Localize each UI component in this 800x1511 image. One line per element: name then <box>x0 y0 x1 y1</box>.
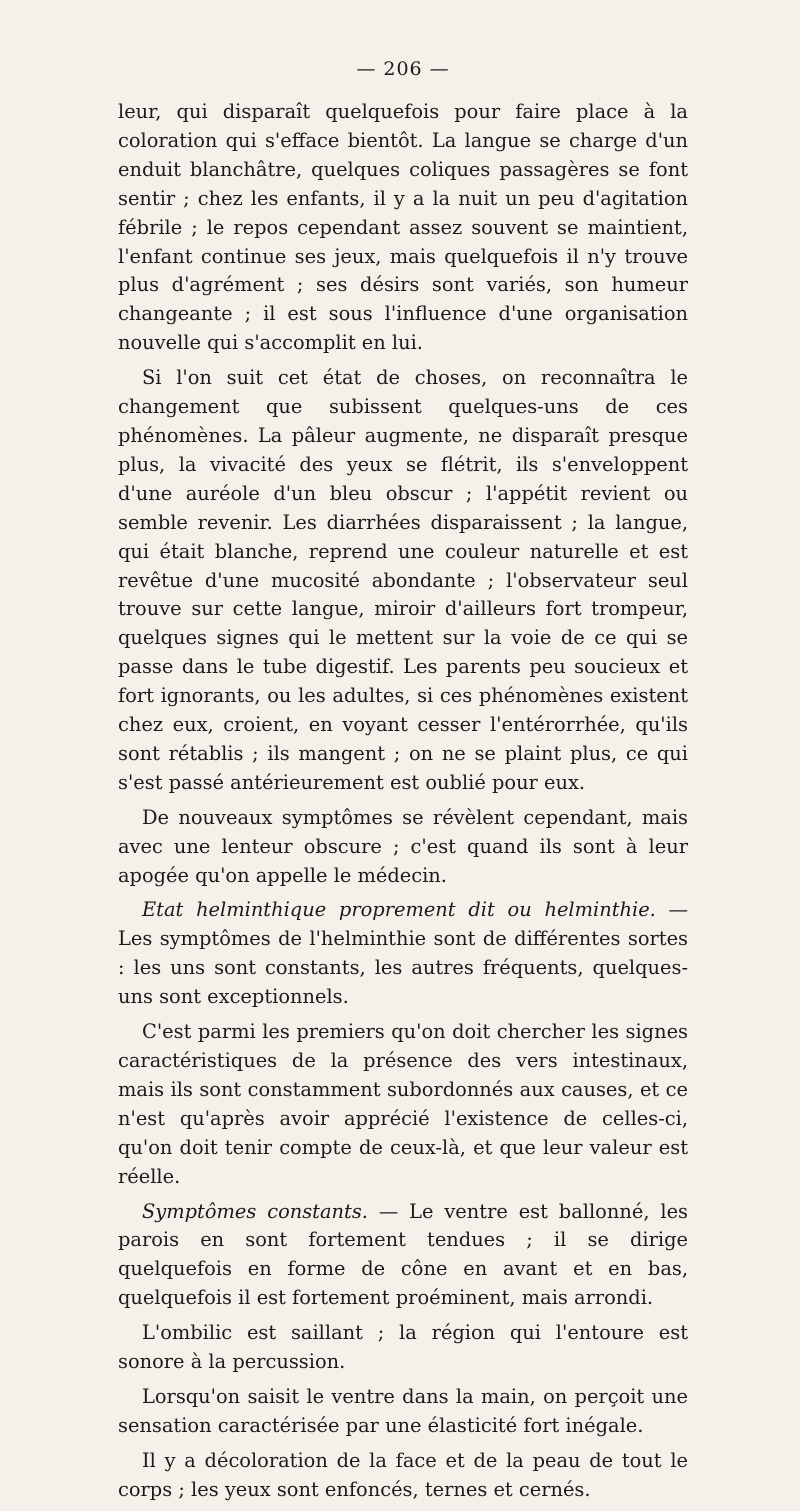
paragraph-text: — Le ventre est ballonné, les parois en sont fortement tendues ; il se dirige quelquefois en forme de cône en avant et en bas, quelquefois il est fortement proéminent, mais arrondi. <box>118 1199 688 1310</box>
paragraph-section-helminthie <box>118 896 688 1012</box>
paragraph: L'ombilic est saillant ; la région qui l'entoure est sonore à la percussion. <box>118 1321 688 1374</box>
page-number: — 206 — <box>356 58 450 80</box>
section-heading-italic: Symptômes constants. <box>142 1199 368 1223</box>
paragraph-continuation: leur, qui disparaît quelquefois pour faire place à la coloration qui s'efface bientôt. La langue se charge d'un enduit blanchâtre, quelques coliques passagères se font sentir ; chez les enfants, il y a la nuit un peu d'agitation fébrile ; le repos cependant assez souvent se maintient, l'enfant continue ses jeux, mais quelquefois il n'y trouve plus d'agrément ; ses désirs sont variés, son humeur changeante ; il est sous l'influence d'une organisation nouvelle qui s'accomplit en lui. <box>118 100 688 355</box>
paragraph-section-symptomes <box>118 1198 688 1314</box>
paragraph: Lorsqu'on saisit le ventre dans la main, on perçoit une sensation caractérisée par une élasticité fort inégale. <box>118 1384 688 1437</box>
section-heading-italic: Etat helminthique proprement dit ou helminthie. <box>142 898 656 922</box>
book-page <box>118 58 688 1511</box>
paragraph: De nouveaux symptômes se révèlent cependant, mais avec une lenteur obscure ; c'est quand ils sont à leur apogée qu'on appelle le médecin. <box>118 805 688 887</box>
paragraph: C'est parmi les premiers qu'on doit chercher les signes caractéristiques de la présence des vers intestinaux, mais ils sont constamment subordonnés aux causes, et ce n'est qu'après avoir apprécié l'existence de celles-ci, qu'on doit tenir compte de ceux-là, et que leur valeur est réelle. <box>118 1020 688 1188</box>
body-text <box>118 98 688 1505</box>
paragraph: Il y a décoloration de la face et de la peau de tout le corps ; les yeux sont enfoncés, ternes et cernés. <box>118 1448 688 1501</box>
paragraph: Si l'on suit cet état de choses, on reconnaîtra le changement que subissent quelques-uns de ces phénomènes. La pâleur augmente, ne disparaît presque plus, la vivacité des yeux se flétrit, ils s'enveloppent d'une auréole d'un bleu obscur ; l'appétit revient ou semble revenir. Les diarrhées disparaissent ; la langue, qui était blanche, reprend une couleur naturelle et est revêtue d'une mucosité abondante ; l'observateur seul trouve sur cette langue, miroir d'ailleurs fort trompeur, quelques signes qui le mettent sur la voie de ce qui se passe dans le tube digestif. Les parents peu soucieux et fort ignorants, ou les adultes, si ces phénomènes existent chez eux, croient, en voyant cesser l'entérorrhée, qu'ils sont rétablis ; ils mangent ; on ne se plaint plus, ce qui s'est passé antérieurement est oublié pour eux. <box>118 366 688 794</box>
paragraph-text: — Les symptômes de l'helminthie sont de différentes sortes : les uns sont constants, les autres fréquents, quelques-uns sont exceptionnels. <box>118 898 689 1009</box>
